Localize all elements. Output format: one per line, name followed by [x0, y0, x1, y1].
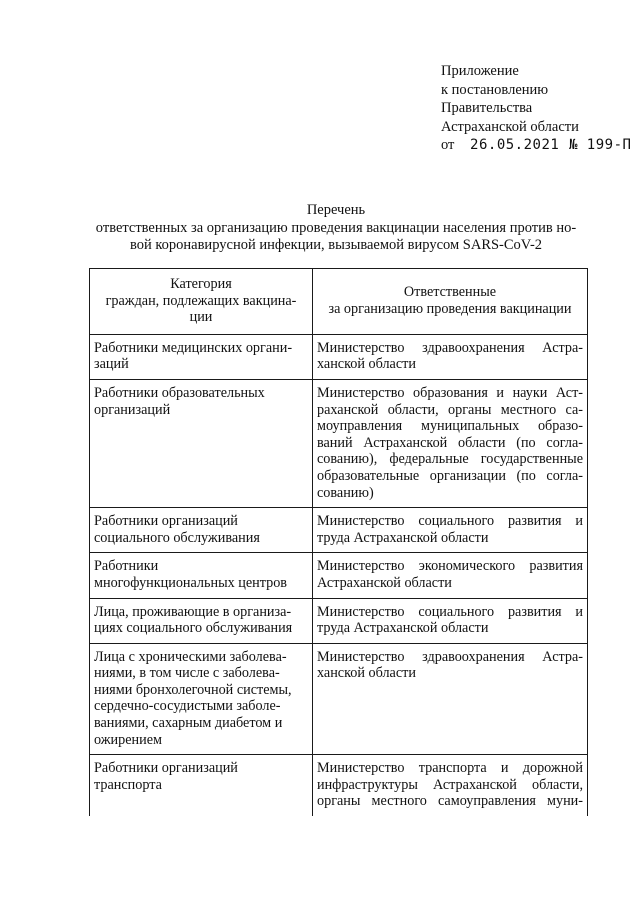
responsible-cell: Министерство здравоохранения Астра- ханской области [313, 643, 588, 755]
table-row [90, 334, 588, 379]
appendix-line: Астраханской области [441, 118, 579, 135]
header-responsible: Ответственные за организацию проведения вакцинации [313, 269, 588, 335]
appendix-block [441, 62, 631, 155]
title-line: ответственных за организацию проведения вакцинации населения против но- [95, 219, 577, 236]
table-row [90, 755, 588, 816]
resolution-date: 26.05.2021 [470, 137, 560, 154]
appendix-date-line [441, 136, 631, 155]
table-header-row [90, 269, 588, 335]
table-row [90, 379, 588, 507]
responsible-cell: Министерство социального развития и труда Астраханской области [313, 598, 588, 643]
document-title [76, 202, 596, 255]
header-category: Категория граждан, подлежащих вакцина- ции [90, 269, 313, 335]
category-cell: Лица с хроническими заболева- ниями, в том числе с заболева- ниями бронхолегочной системы, сердечно-сосудистыми заболе- ваниями, сахарным диабетом и ожирением [90, 643, 313, 755]
appendix-line: Правительства [441, 100, 533, 117]
table-row [90, 598, 588, 643]
table-row [90, 643, 588, 755]
category-cell: Работники образовательных организаций [90, 379, 313, 507]
date-prefix: от [441, 137, 455, 154]
resolution-number: № 199-П [568, 137, 632, 154]
responsible-cell: Министерство образования и науки Аст- раханской области, органы местного са- моуправления муниципальных образо- ваний Астраханской области (по согла- сованию), федеральные государственные образовательные организации (по согла- сованию) [313, 379, 588, 507]
responsible-cell: Министерство социального развития и труда Астраханской области [313, 508, 588, 553]
appendix-line: Приложение [441, 63, 519, 79]
responsible-cell: Министерство транспорта и дорожной инфраструктуры Астраханской области, органы местного самоуправления муни- [313, 755, 588, 816]
table-row [90, 508, 588, 553]
appendix-line: к постановлению [441, 81, 549, 98]
category-cell: Лица, проживающие в организа- циях социального обслуживания [90, 598, 313, 643]
title-line: вой коронавирусной инфекции, вызываемой вирусом SARS-CoV-2 [129, 237, 543, 253]
responsible-cell: Министерство здравоохранения Астра- ханской области [313, 334, 588, 379]
table-row [90, 553, 588, 598]
category-cell: Работники медицинских органи- заций [90, 334, 313, 379]
title-heading: Перечень [306, 202, 366, 218]
responsibility-table [89, 268, 588, 816]
category-cell: Работники организаций транспорта [90, 755, 313, 816]
category-cell: Работники многофункциональных центров [90, 553, 313, 598]
responsible-cell: Министерство экономического развития Астраханской области [313, 553, 588, 598]
category-cell: Работники организаций социального обслуживания [90, 508, 313, 553]
